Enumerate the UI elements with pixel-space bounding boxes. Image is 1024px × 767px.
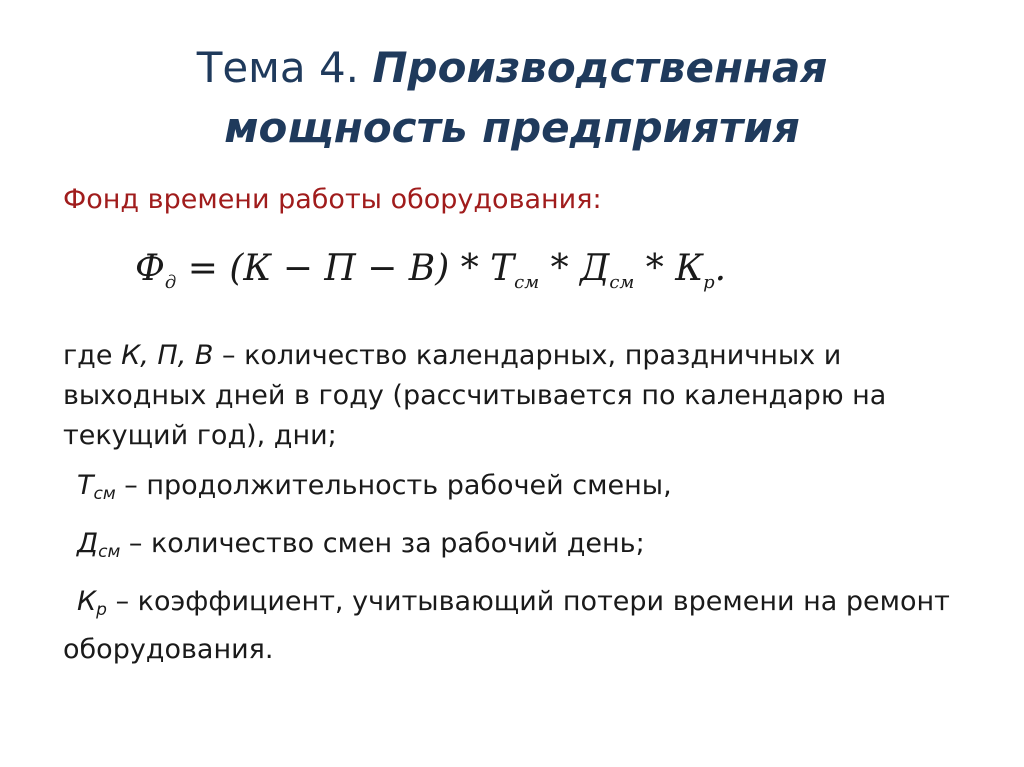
formula (135, 248, 726, 293)
formula-middle: = (К − П − В) * Т (176, 248, 515, 289)
definition-days (63, 336, 963, 456)
formula-k-sub: р (703, 272, 715, 293)
formula-mult1: * Д (539, 248, 610, 289)
title-emphasis-line1: Производственная (372, 43, 828, 92)
t-var-letter: Т (77, 470, 94, 501)
formula-mult2: * К (634, 248, 704, 289)
d-var-sub: см (98, 542, 121, 562)
definition-k-var (77, 586, 107, 620)
k-var-sub: р (96, 600, 107, 620)
slide-title (0, 38, 1024, 158)
formula-lhs: Ф (135, 248, 165, 289)
section-subtitle: Фонд времени работы оборудования: (63, 184, 602, 215)
definition-d-var (77, 528, 121, 562)
definitions-block (63, 336, 963, 670)
d-var-letter: Д (77, 528, 99, 559)
formula-t-sub: см (514, 272, 540, 293)
k-var-letter: К (77, 586, 97, 617)
definition-k-text: – коэффициент, учитывающий потери времени на ремонт оборудования. (63, 586, 950, 665)
definition-repair-coef (63, 582, 963, 670)
definition-lead: где (63, 340, 113, 371)
definition-shift-length (63, 466, 963, 514)
definition-t-text: – продолжительность рабочей смены, (124, 470, 672, 501)
definition-t-var (77, 470, 116, 504)
definition-d-text: – количество смен за рабочий день; (128, 528, 645, 559)
definition-shift-count (63, 524, 963, 572)
formula-d-sub: см (609, 272, 635, 293)
title-prefix: Тема 4. (196, 43, 360, 92)
formula-end: . (714, 248, 727, 289)
t-var-sub: см (93, 484, 116, 504)
title-emphasis-line2: мощность предприятия (224, 103, 800, 152)
definition-days-vars: К, П, В (121, 340, 214, 371)
definition-days-text: – количество календарных, праздничных и выходных дней в году (рассчитывается по календарю на текущий год), дни; (63, 340, 887, 451)
formula-lhs-sub: д (164, 272, 177, 293)
